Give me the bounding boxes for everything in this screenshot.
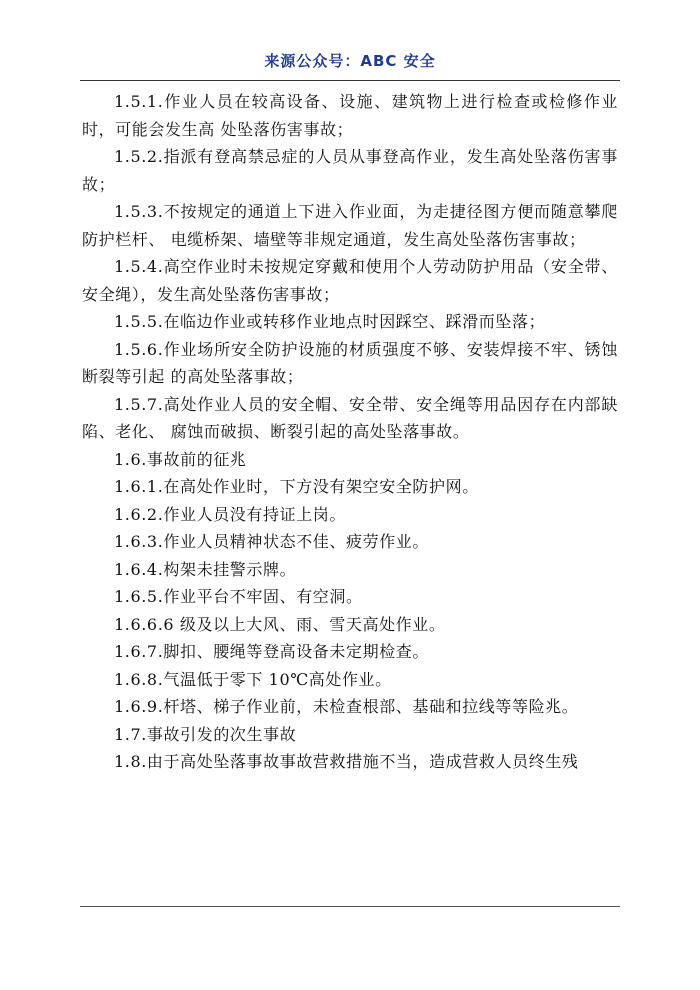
paragraph-1-5-6: 1.5.6.作业场所安全防护设施的材质强度不够、安装焊接不牢、锈蚀断裂等引起 的高处坠落事故；: [82, 339, 618, 386]
section-heading-1-6: 1.6.事故前的征兆: [114, 449, 247, 469]
header-divider: [80, 80, 620, 81]
paragraph-1-5-4: 1.5.4.高空作业时未按规定穿戴和使用个人劳动防护用品（安全带、安全绳），发生高处坠落伤害事故；: [82, 257, 618, 304]
paragraph-1-6-7: 1.6.7.脚扣、腰绳等登高设备未定期检查。: [114, 642, 429, 661]
paragraph-1-5-2: 1.5.2.指派有登高禁忌症的人员从事登高作业，发生高处坠落伤害事故；: [82, 147, 618, 194]
paragraph-1-5-7: 1.5.7.高处作业人员的安全帽、安全带、安全绳等用品因存在内部缺陷、老化、 腐蚀而破损、断裂引起的高处坠落事故。: [82, 394, 618, 441]
paragraph-1-5-1: 1.5.1.作业人员在较高设备、设施、建筑物上进行检查或检修作业时，可能会发生高 处坠落伤害事故；: [82, 92, 618, 139]
paragraph-1-6-1: 1.6.1.在高处作业时，下方没有架空安全防护网。: [114, 477, 479, 496]
paragraph-1-6-6: 1.6.6.6 级及以上大风、雨、雪天高处作业。: [114, 614, 446, 634]
paragraph-1-8: 1.8.由于高处坠落事故事故营救措施不当，造成营救人员终生残: [114, 752, 579, 771]
footer-divider: [80, 906, 620, 907]
paragraph-1-5-3: 1.5.3.不按规定的通道上下进入作业面，为走捷径图方便而随意攀爬防护栏杆、 电缆桥架、墙壁等非规定通道，发生高处坠落伤害事故；: [82, 202, 618, 249]
document-body: [82, 88, 618, 776]
paragraph-1-6-4: 1.6.4.构架未挂警示牌。: [114, 559, 297, 579]
paragraph-1-6-3: 1.6.3.作业人员精神状态不佳、疲劳作业。: [114, 532, 429, 551]
paragraph-1-6-9: 1.6.9.杆塔、梯子作业前，未检查根部、基础和拉线等等险兆。: [114, 697, 579, 716]
paragraph-1-6-8: 1.6.8.气温低于零下 10℃高处作业。: [114, 669, 392, 689]
paragraph-1-6-2: 1.6.2.作业人员没有持证上岗。: [114, 504, 346, 524]
page-header-source: 来源公众号：ABC 安全: [264, 52, 436, 70]
section-heading-1-7: 1.7.事故引发的次生事故: [114, 724, 297, 744]
paragraph-1-6-5: 1.6.5.作业平台不牢固、有空洞。: [114, 587, 363, 606]
paragraph-1-5-5: 1.5.5.在临边作业或转移作业地点时因踩空、踩滑而坠落；: [114, 312, 546, 331]
